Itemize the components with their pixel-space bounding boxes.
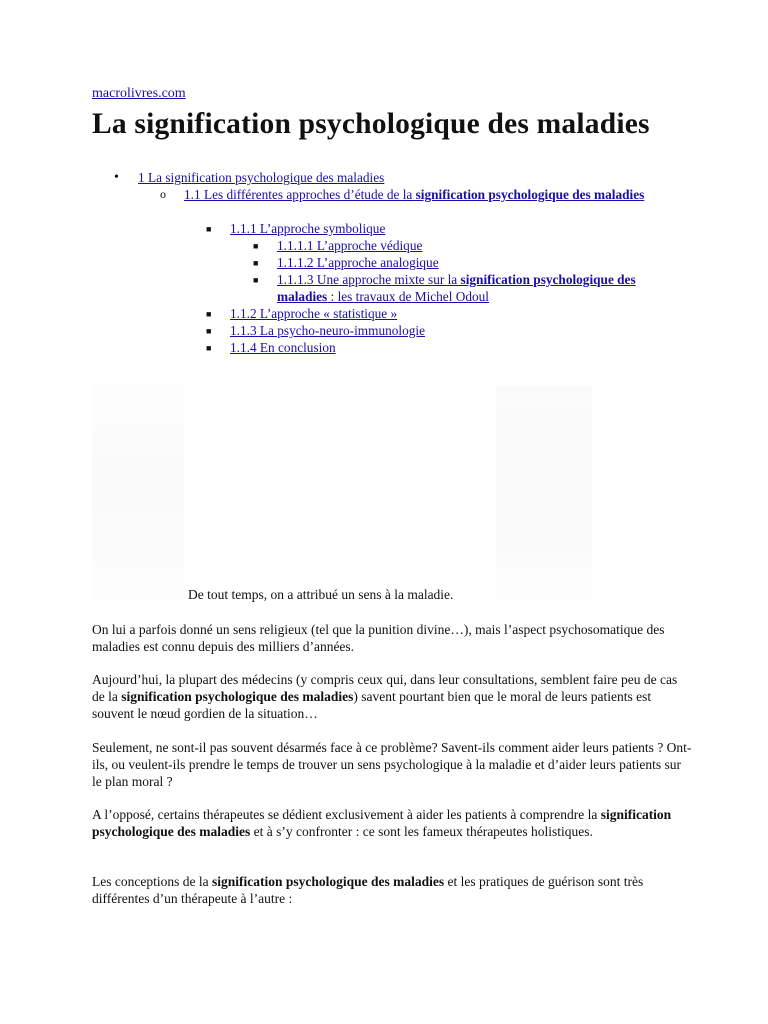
bullet-square-icon: ■ <box>253 275 259 285</box>
paragraph-5-text: Les conceptions de la <box>92 874 212 889</box>
paragraph-5 <box>92 873 692 907</box>
toc-item-1 <box>114 170 678 187</box>
toc-item-1-1-1-2 <box>253 255 687 272</box>
toc-link-1-1-4[interactable]: 1.1.4 En conclusion <box>230 340 336 355</box>
toc-link-1-1[interactable] <box>184 187 644 202</box>
paragraph-2-suffix: ) savent pourtant bien que le moral de leurs patients est souvent le nœud gordien de la situation… <box>92 689 652 721</box>
toc-link-1-1-1-2[interactable]: 1.1.1.2 L’approche analogique <box>277 255 439 270</box>
toc-item-1-1-2 <box>206 306 398 323</box>
toc-link-1-1-3[interactable]: 1.1.3 La psycho-neuro-immunologie <box>230 323 425 338</box>
paragraph-2-keyword: signification psychologique des maladies <box>121 689 354 704</box>
bullet-square-icon: ■ <box>253 258 259 268</box>
bullet-square-icon: ■ <box>206 326 212 336</box>
image-caption: De tout temps, on a attribué un sens à la maladie. <box>188 587 454 602</box>
toc-link-1-1-1-3-keyword: signification psychologique des maladies <box>277 272 636 304</box>
bullet-square-icon: ■ <box>206 309 212 319</box>
paragraph-4-keyword: signification psychologique des maladies <box>92 807 672 839</box>
toc-item-1-1 <box>160 187 684 204</box>
bullet-square-icon: ■ <box>253 241 259 251</box>
toc-link-1-1-text: 1.1 Les différentes approches d’étude de la <box>184 187 416 202</box>
site-link[interactable]: macrolivres.com <box>92 86 186 101</box>
paragraph-4-text: A l’opposé, certains thérapeutes se dédient exclusivement à aider les patients à comprendre la <box>92 807 601 822</box>
toc-link-1-1-1-1[interactable]: 1.1.1.1 L’approche védique <box>277 238 423 253</box>
toc-link-1-1-1[interactable]: 1.1.1 L’approche symbolique <box>230 221 386 236</box>
bullet-circle-icon: o <box>160 187 166 201</box>
toc-item-1-1-1-3 <box>253 272 687 305</box>
toc-link-1-1-1-3[interactable] <box>277 272 636 304</box>
paragraph-5-suffix: et les pratiques de guérison sont très différentes d’un thérapeute à l’autre : <box>92 874 644 906</box>
bullet-square-icon: ■ <box>206 224 212 234</box>
illustration-left-panel <box>92 385 184 600</box>
toc-item-1-1-4 <box>206 340 336 357</box>
toc-item-1-1-1-1 <box>253 238 687 255</box>
bullet-square-icon: ■ <box>206 343 212 353</box>
illustration-image <box>92 385 592 600</box>
paragraph-2 <box>92 671 692 722</box>
toc-link-1-1-1-3-suffix: : les travaux de Michel Odoul <box>327 288 489 304</box>
illustration-right-panel <box>496 385 592 600</box>
paragraph-4-suffix: et à s’y confronter : ce sont les fameux thérapeutes holistiques. <box>250 824 593 839</box>
toc-link-1-1-2[interactable]: 1.1.2 L’approche « statistique » <box>230 306 398 321</box>
paragraph-2-text: Aujourd’hui, la plupart des médecins (y compris ceux qui, dans leur consultations, semblent faire peu de cas de la <box>92 672 678 704</box>
page-title: La signification psychologique des maladies <box>92 108 650 140</box>
paragraph-4 <box>92 806 692 840</box>
toc-item-1-1-3 <box>206 323 425 340</box>
toc-link-1[interactable]: 1 La signification psychologique des maladies <box>138 170 385 185</box>
toc-link-1-1-keyword: signification psychologique des maladies <box>415 187 645 202</box>
paragraph-1: On lui a parfois donné un sens religieux (tel que la punition divine…), mais l’aspect psychosomatique des maladies est connu depuis des milliers d’années. <box>92 622 665 654</box>
toc-link-1-1-1-3-text: 1.1.1.3 Une approche mixte sur la <box>277 272 461 287</box>
bullet-disc-icon: • <box>114 170 119 185</box>
toc-item-1-1-1 <box>206 221 386 238</box>
paragraph-3: Seulement, ne sont-il pas souvent désarmés face à ce problème? Savent-ils comment aider leurs patients ? Ont-ils, ou veulent-ils prendre le temps de trouver un sens psychologique à la maladie et d’aider leurs patients sur le plan moral ? <box>92 740 692 789</box>
paragraph-5-keyword: signification psychologique des maladies <box>211 874 445 889</box>
